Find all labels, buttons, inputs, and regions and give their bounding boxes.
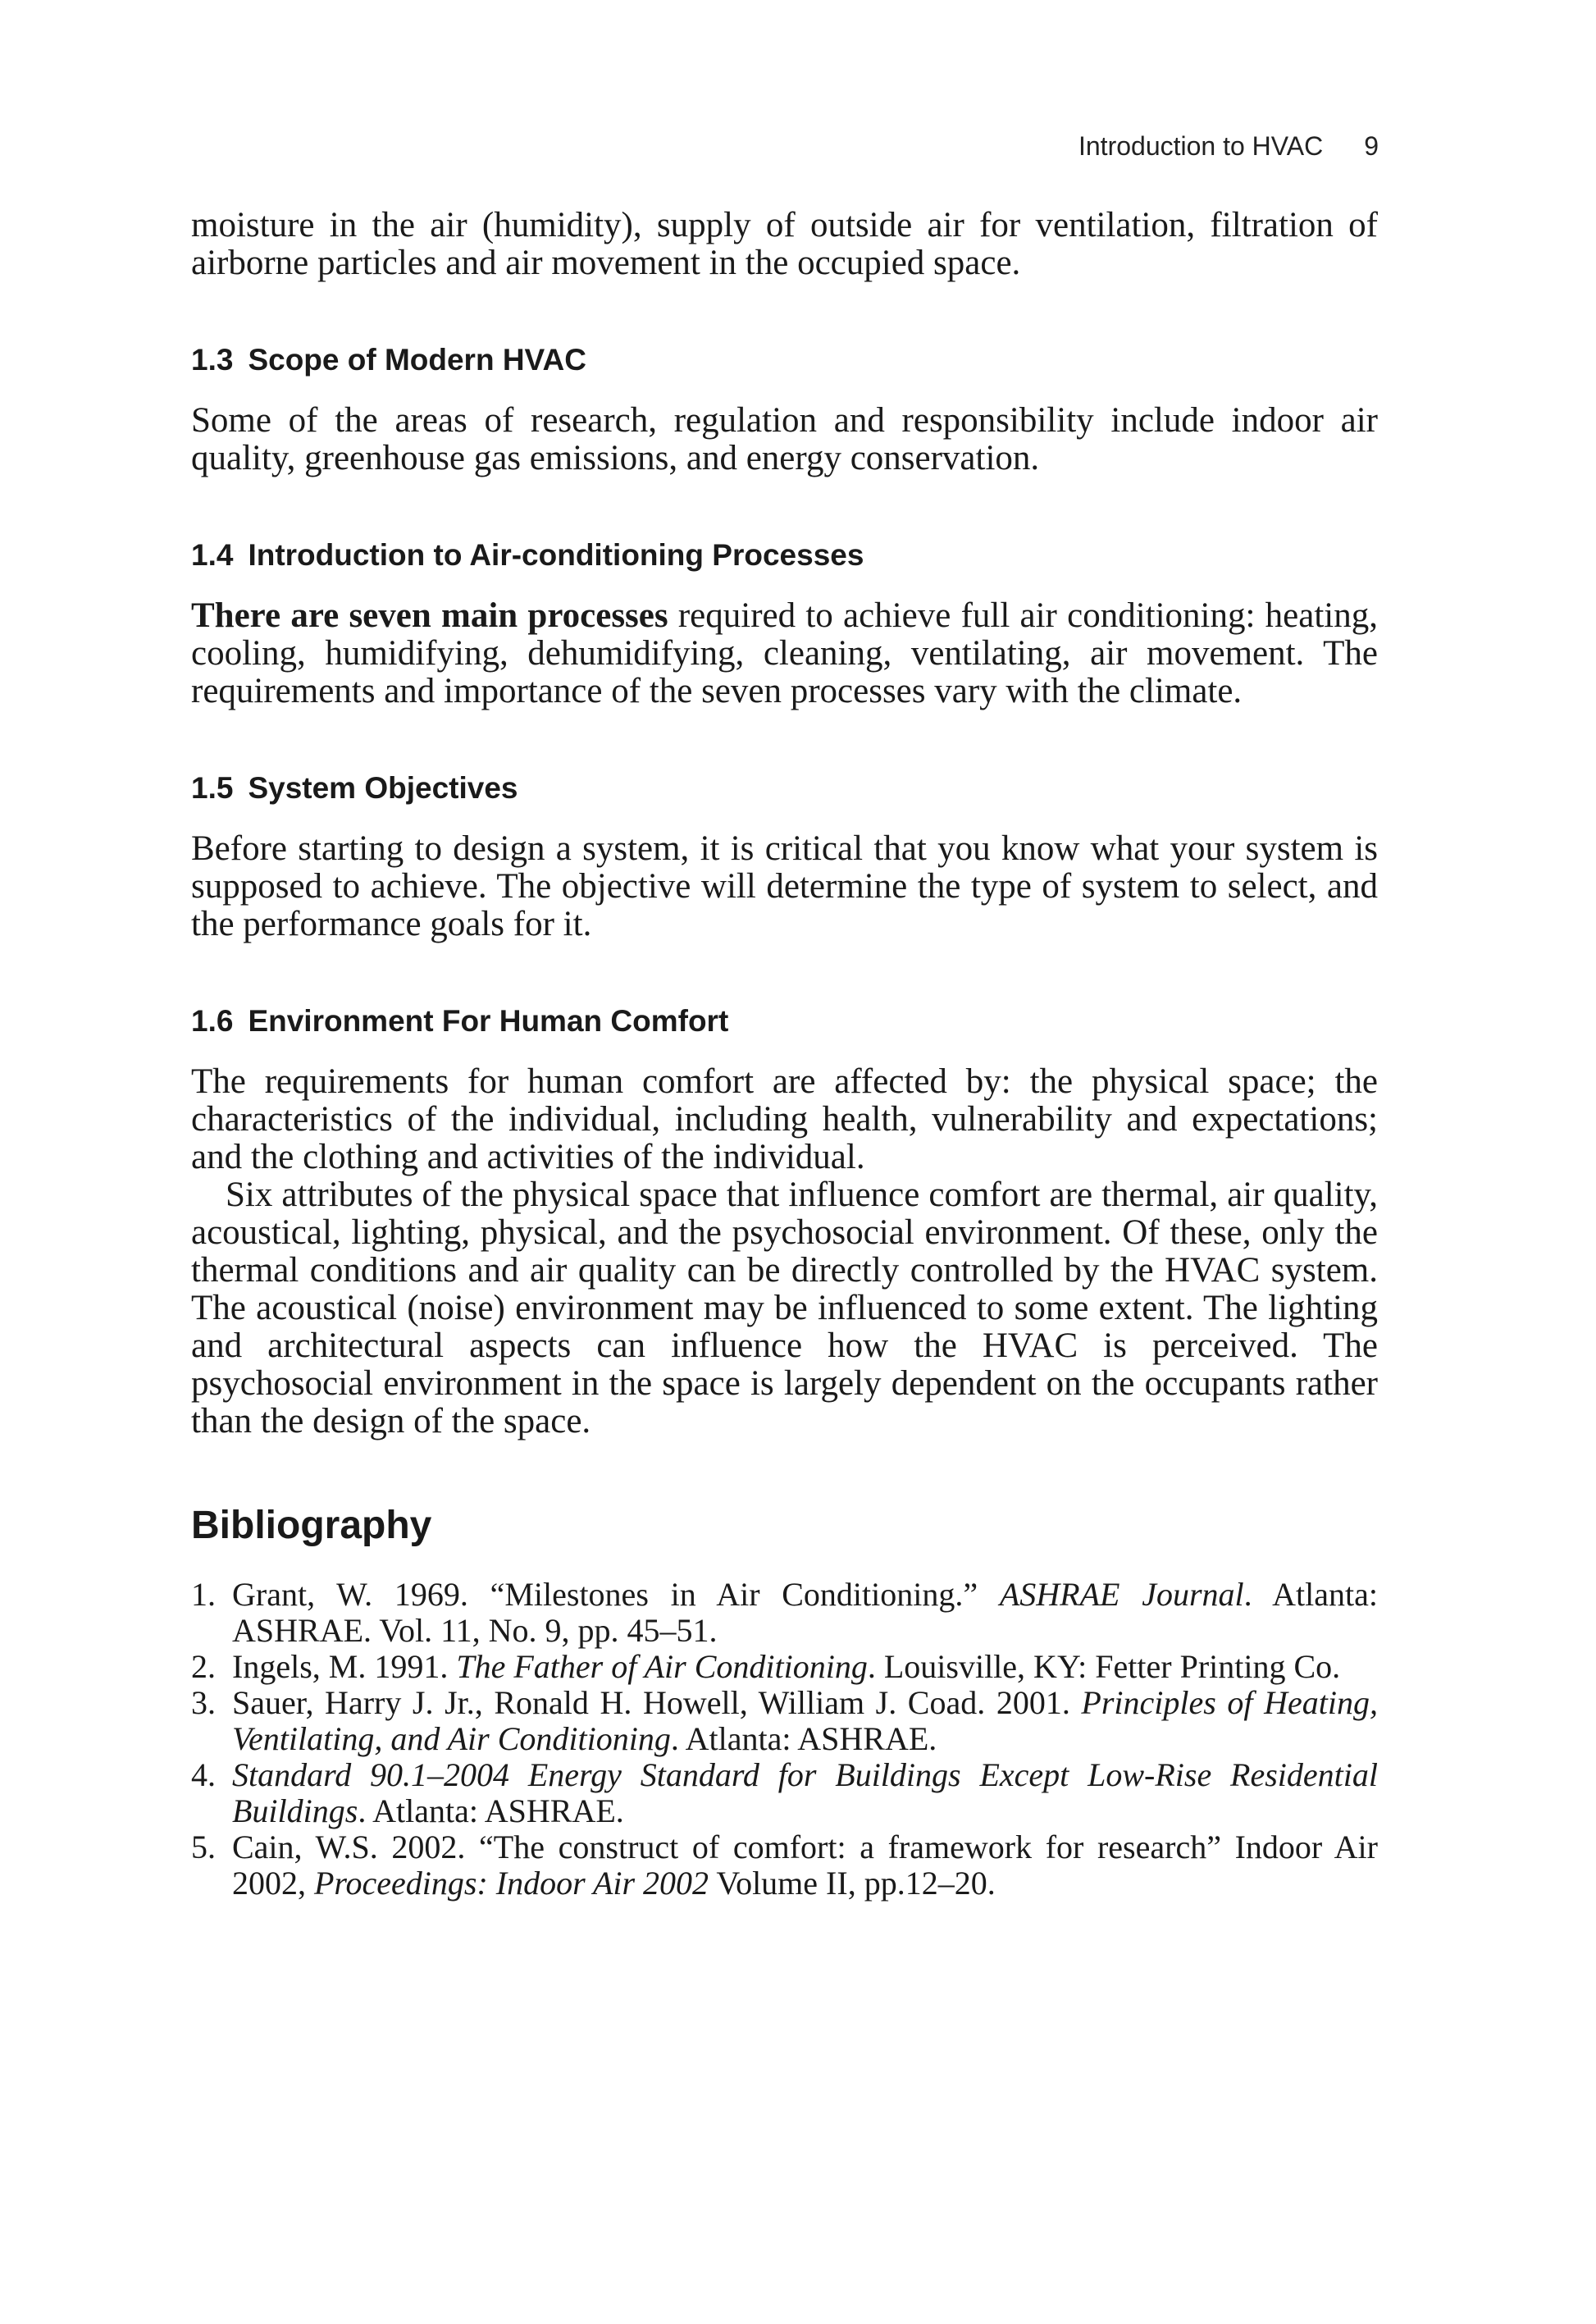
- section-heading-1-3: [191, 341, 1378, 379]
- page-number: 9: [1364, 131, 1379, 161]
- entry-number: 2.: [191, 1648, 216, 1685]
- section-1-6-paragraph-2: Six attributes of the physical space that influence comfort are thermal, air quality, acoustical, lighting, physical, and the psychosocial environment. Of these, only the thermal conditions and air quality can be directly controlled by the HVAC system. The acoustical (noise) environment may be influenced to some extent. The lighting and architectural aspects can influence how the HVAC is perceived. The psychosocial environment in the space is largely dependent on the occupants rather than the design of the space.: [191, 1176, 1378, 1441]
- section-title: System Objectives: [248, 771, 518, 805]
- entry-italic-title: ASHRAE Journal: [999, 1576, 1244, 1613]
- entry-text: Sauer, Harry J. Jr., Ronald H. Howell, William J. Coad. 2001.: [232, 1684, 1082, 1721]
- running-title: Introduction to HVAC: [1078, 131, 1324, 161]
- entry-text: . Atlanta: ASHRAE. Vol. 11, No. 9, pp. 45–51.: [232, 1576, 1378, 1649]
- bibliography-entry: [191, 1829, 1378, 1902]
- section-1-5-paragraph: Before starting to design a system, it is critical that you know what your system is supposed to achieve. The objective will determine the type of system to select, and the performance goals for it.: [191, 829, 1378, 943]
- entry-text: Cain, W.S. 2002. “The construct of comfort: a framework for research” Indoor Air 2002,: [232, 1829, 1378, 1902]
- entry-italic-title: The Father of Air Conditioning: [456, 1648, 868, 1685]
- bibliography-entry: [191, 1685, 1378, 1757]
- section-number: 1.4: [191, 538, 234, 572]
- entry-number: 4.: [191, 1756, 216, 1793]
- section-title: Introduction to Air-conditioning Processes: [248, 538, 864, 572]
- running-head: [1078, 131, 1379, 162]
- bold-emphasis: There are seven main processes: [191, 596, 668, 635]
- bibliography-heading: Bibliography: [191, 1504, 432, 1547]
- entry-italic-title: Standard 90.1–2004 Energy Standard for Buildings Except Low-Rise Residential Buildings: [232, 1756, 1378, 1829]
- entry-text: Ingels, M. 1991.: [232, 1648, 457, 1685]
- section-heading-1-5: [191, 769, 1378, 807]
- entry-text: . Atlanta: ASHRAE.: [670, 1720, 937, 1757]
- continued-paragraph: moisture in the air (humidity), supply of outside air for ventilation, filtration of airborne particles and air movement in the occupied space.: [191, 206, 1378, 282]
- entry-text: Volume II, pp.12–20.: [709, 1865, 996, 1902]
- entry-italic-title: Principles of Heating, Ventilating, and Air Conditioning: [232, 1684, 1378, 1757]
- entry-text: Grant, W. 1969. “Milestones in Air Conditioning.”: [232, 1576, 1000, 1613]
- section-heading-1-6: [191, 1002, 1378, 1040]
- entry-text: . Atlanta: ASHRAE.: [358, 1792, 624, 1829]
- entry-number: 5.: [191, 1829, 216, 1865]
- section-number: 1.6: [191, 1004, 234, 1038]
- entry-number: 1.: [191, 1576, 216, 1613]
- section-number: 1.3: [191, 343, 234, 377]
- entry-number: 3.: [191, 1684, 216, 1721]
- bibliography-entry: [191, 1757, 1378, 1829]
- section-1-6-paragraph-1: The requirements for human comfort are affected by: the physical space; the characteristics of the individual, including health, vulnerability and expectations; and the clothing and activities of the individual.: [191, 1062, 1378, 1176]
- entry-italic-title: Proceedings: Indoor Air 2002: [314, 1865, 709, 1902]
- section-title: Scope of Modern HVAC: [248, 343, 586, 377]
- section-1-4-paragraph: [191, 597, 1378, 710]
- paragraph-text: required to achieve full air conditioning: heating, cooling, humidifying, dehumidifying, cleaning, ventilating, air movement. The requirements and importance of the seven processes vary with the climate.: [191, 596, 1378, 710]
- bibliography-list: [191, 1577, 1378, 1902]
- section-number: 1.5: [191, 771, 234, 805]
- section-title: Environment For Human Comfort: [248, 1004, 729, 1038]
- entry-text: . Louisville, KY: Fetter Printing Co.: [867, 1648, 1341, 1685]
- section-1-3-paragraph: Some of the areas of research, regulation and responsibility include indoor air quality, greenhouse gas emissions, and energy conservation.: [191, 401, 1378, 477]
- bibliography-entry: [191, 1577, 1378, 1649]
- bibliography-entry: [191, 1649, 1378, 1685]
- section-heading-1-4: [191, 536, 1378, 574]
- page-body: [191, 207, 1378, 1902]
